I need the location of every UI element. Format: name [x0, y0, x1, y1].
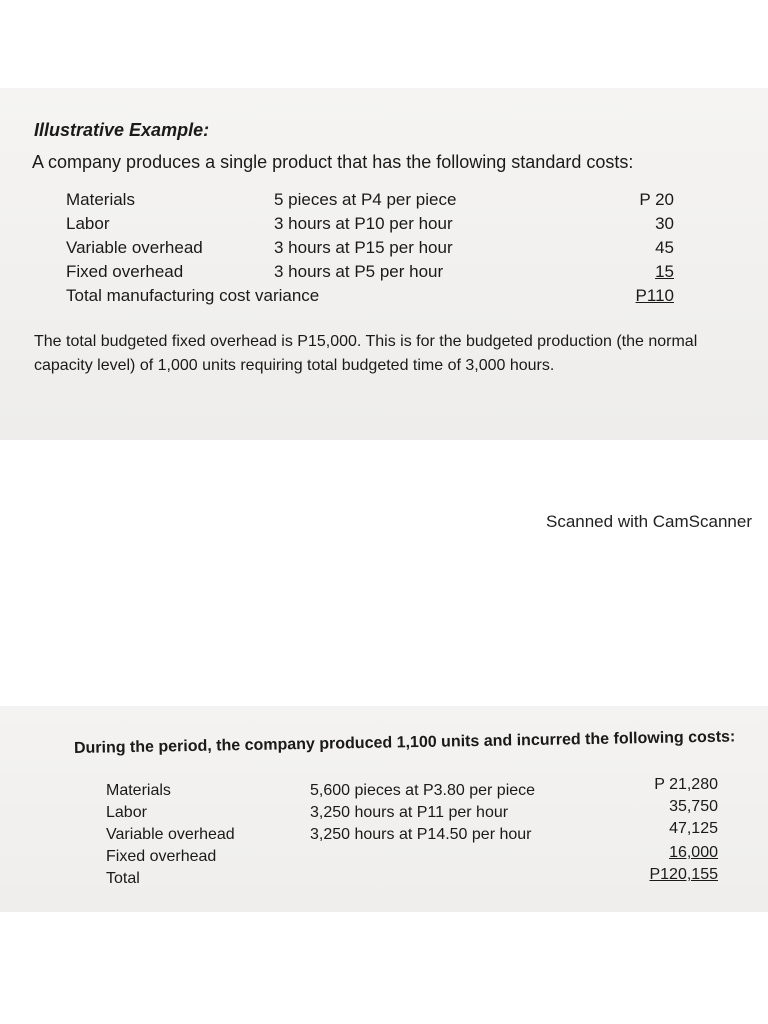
fixed-overhead-label: Fixed overhead: [66, 262, 184, 281]
actual-labor-amount: 35,750: [669, 798, 718, 815]
actual-materials-desc: 5,600 pieces at P3.80 per piece: [310, 782, 536, 799]
actual-labor-label: Labor: [106, 804, 147, 821]
actual-total-label: Total: [106, 870, 140, 887]
actual-materials-amount: P 21,280: [654, 776, 718, 793]
camscanner-watermark: Scanned with CamScanner: [545, 512, 752, 531]
period-intro: During the period, the company produced 1,100 units and incurred the following costs:: [73, 728, 736, 757]
labor-label: Labor: [66, 214, 110, 233]
labor-desc: 3 hours at P10 per hour: [274, 214, 453, 233]
actual-labor-desc: 3,250 hours at P11 per hour: [310, 804, 509, 821]
fixed-overhead-amount: 15: [655, 262, 674, 281]
variable-overhead-label: Variable overhead: [66, 238, 203, 257]
example-title: Illustrative Example:: [34, 120, 210, 140]
materials-amount: P 20: [639, 190, 674, 209]
variable-overhead-desc: 3 hours at P15 per hour: [274, 238, 453, 257]
actual-fixed-overhead-label: Fixed overhead: [106, 848, 217, 865]
intro-text: A company produces a single product that has the following standard costs:: [32, 152, 634, 172]
actual-fixed-overhead-amount: 16,000: [669, 844, 718, 861]
actual-variable-overhead-label: Variable overhead: [106, 826, 235, 843]
actual-materials-label: Materials: [106, 782, 171, 799]
fixed-overhead-desc: 3 hours at P5 per hour: [274, 262, 444, 281]
variable-overhead-amount: 45: [655, 238, 674, 257]
materials-label: Materials: [66, 190, 135, 209]
actual-total-amount: P120,155: [649, 866, 718, 883]
labor-amount: 30: [655, 214, 674, 233]
materials-desc: 5 pieces at P4 per piece: [274, 190, 457, 209]
actual-variable-overhead-desc: 3,250 hours at P14.50 per hour: [310, 826, 532, 843]
total-label: Total manufacturing cost variance: [66, 286, 320, 305]
actual-variable-overhead-amount: 47,125: [669, 820, 718, 837]
total-amount: P110: [635, 286, 674, 305]
budget-note: The total budgeted fixed overhead is P15,000. This is for the budgeted production (the normal capacity level) of 1,000 units requiring total budgeted time of 3,000 hours.: [34, 333, 698, 374]
